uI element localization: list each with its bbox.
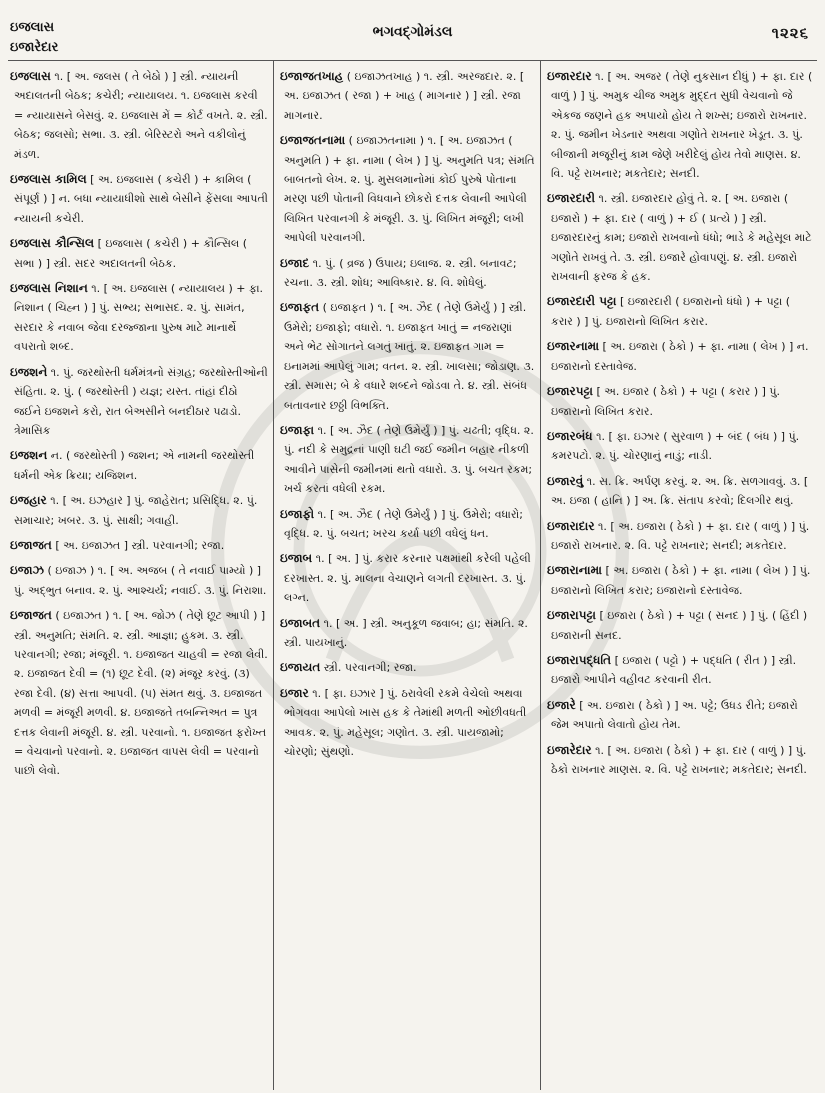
entry-definition: ( ઇજાઝત ) ૧. [ અ. જોઝ ( તેણે છૂટ આપી ) ] સ્ત્રી. અનુમતિ; સંમતિ. ૨. સ્ત્રી. આજ્ઞા; હુકમ. ૩. સ્ત્રી. પરવાનગી; રજા; મંજૂરી. ૧. ઇજાજત ચાહવી = રજા લેવી. ૨. ઇજાજત દેવી = (૧) છૂટ દેવી. (૨) મંજૂર કરવું. (૩) રજા દેવી. (૪) સત્તા આપવી. (૫) સંમત થવું. ૩. ઇજાજત મળવી = મંજૂરી મળવી. ૪. ઇજાજતે તબન્નિઅત = પુત્ર દત્તક લેવાની મંજૂરી. ૪. સ્ત્રી. પરવાનો. ૧. ઇજાજત ફરોખ્ત = વેચવાનો પરવાનો. ૨. ઇજાજત વાપસ લેવી = પરવાનો પાછો લેવો. — [14, 609, 268, 778]
entry-definition: ( ઇજાઝતનામા ) ૧. [ અ. ઇજાઝત ( અનુમતિ ) + ફા. નામા ( લેખ ) ] પું. અનુમતિ પત્ર; સંમતિ બાબતનો લેખ. ૨. પું. મુસલમાનોમાં કોઈ પુરુષે પોતાના મરણ પછી પોતાની વિધવાને છોકરો દત્તક લેવાની આપેલી લિખિત પરવાનગી કે મંજૂરી. ૩. પું. લિખિત મંજૂરી; લખી આપેલી પરવાનગી. — [284, 134, 535, 245]
entry-headword: ઇજારદારી પટ્ટા — [547, 294, 617, 309]
entry-definition: ૧. પું. ( વ્રજ ) ઉપાય; ઇલાજ. ૨. સ્ત્રી. બનાવટ; રચના. ૩. સ્ત્રી. શોધ; આવિષ્કાર. ૪. વિ. શોધેલું. — [284, 256, 517, 290]
entry-definition: ૧. [ અ. ઇજલાસ ( ન્યાયાલય ) + ફા. નિશાન ( ચિહ્ન ) ] પું. સભ્ય; સભાસદ. ૨. પું. સામંત, સરદાર કે નવાબ જેવા દરજ્જાના પુરુષ માટે માનાર્થે વપરાતો શબ્દ. — [14, 282, 264, 354]
entry-definition: ૧. [ અ. ] પું. કરાર કરનાર પક્ષમાંથી કરેલી પહેલી દરખાસ્ત. ૨. પું. માલના વેચાણને લગતી દરખાસ્ત. ૩. પું. લગ્ન. — [284, 552, 531, 605]
entry-definition: [ અ. ઇજારા ( ઠેકો ) + ફા. નામા ( લેખ ) ] પું. ઇજારાનો લિખિત કરાર; ઇજારાનો દસ્તાવેજ. — [551, 564, 811, 597]
entry-headword: ઇજારદાર — [547, 69, 592, 83]
entry-definition: ૧. [ અ. ઇજારા ( ઠેકો ) + ફા. દાર ( વાળું ) ] પું. ઇજારો રાખનાર. ૨. વિ. પટ્ટે રાખનાર; સનદી; મકતેદાર. — [551, 519, 810, 552]
dictionary-entry — [547, 337, 815, 376]
entry-headword: ઇજારવું — [547, 473, 584, 488]
entry-definition: [ ઇજારા ( પટ્ટો ) + પદ્ધતિ ( રીત ) ] સ્ત્રી. ઇજારો આપીને વહીવટ કરવાની રીત. — [551, 653, 797, 687]
entry-headword: ઇજશન — [10, 448, 48, 463]
dictionary-entry — [547, 606, 815, 645]
dictionary-entry — [547, 382, 815, 421]
entry-headword: ઇજાબ — [280, 551, 313, 566]
entry-headword: ઇજાર — [280, 685, 309, 700]
dictionary-entry — [280, 658, 535, 677]
page-number: ૧૨૨૬ — [771, 24, 809, 42]
dictionary-entry — [10, 234, 268, 273]
entry-definition: [ અ. ઇજાઝત ] સ્ત્રી. પરવાનગી; રજા. — [55, 538, 225, 552]
dictionary-entry — [547, 292, 815, 331]
dictionary-entry — [280, 549, 535, 607]
entry-definition: [ ઇજારદારી ( ઇજારાનો ધંધો ) + પટ્ટા ( કરાર ) ] પું. ઇજારાનો લિખિત કરાર. — [551, 295, 791, 328]
entry-definition: [ ઇજલાસ ( કચેરી ) + કૌન્સિલ ( સભા ) ] સ્ત્રી. સદર અદાલતની બેઠક. — [14, 237, 248, 270]
dictionary-entry — [280, 298, 535, 414]
entry-definition: ૧. [ અ. ઇજારા ( ઠેકો ) + ફા. દાર ( વાળું ) ] પું. ઠેકો રાખનાર માણસ. ૨. વિ. પટ્ટે રાખનાર; મકતેદાર; સનદી. — [551, 743, 807, 776]
dictionary-entry — [547, 427, 815, 466]
entry-definition: ૧. [ અ. જલસ ( તે બેઠો ) ] સ્ત્રી. ન્યાયની અદાલતની બેઠક; કચેરી; ન્યાયાલય. ૧. ઇજલાસ કરવી = ન્યાયાસને બેસવું. ૨. ઇજલાસ મેં = કોર્ટ વખતે. ૨. સ્ત્રી. બેઠક; જલસો; સભા. ૩. સ્ત્રી. બેરિસ્ટરો અને વકીલોનું મંડળ. — [14, 70, 268, 161]
entry-definition: ૧. [ અ. ઝૈદ ( તેણે ઉમેર્યું ) ] પું. ચઢતી; વૃદ્ધિ. ૨. પું. નદી કે સમુદ્રનાં પાણી ઘટી જઈ જમીન બહાર નીકળી આવીને પાસેની જમીનમાં થતો વધારો. ૩. પું. બચત રકમ; ખર્ચ કરતાં વધેલી રકમ. — [284, 423, 534, 496]
entry-definition: ૧. [ અ. ] સ્ત્રી. અનુકૂળ જવાબ; હા; સંમતિ. ૨. સ્ત્રી. પાયખાનું. — [284, 616, 528, 649]
entry-headword: ઇજાયત — [280, 660, 321, 675]
dictionary-entry — [280, 421, 535, 499]
dictionary-entry — [10, 170, 268, 228]
header-rule — [8, 60, 817, 61]
dictionary-entry — [547, 561, 815, 600]
dictionary-entry — [10, 491, 268, 530]
entry-headword: ઇજશને — [10, 364, 48, 379]
page-title: ભગવદ્ગોમંડલ — [372, 24, 453, 40]
entry-headword: ઇજાફા — [280, 422, 315, 437]
entry-definition: સ્ત્રી. પરવાનગી; રજા. — [323, 661, 417, 675]
dictionary-entry — [547, 696, 815, 735]
entry-headword: ઇજલાસ કૌન્સિલ — [10, 236, 95, 251]
entry-headword: ઇજલાસ કામિલ — [10, 172, 87, 187]
entry-definition: ( ઇજાફત ) ૧. [ અ. ઝૈદ ( તેણે ઉમેર્યું ) ] સ્ત્રી. ઉમેરો; ઇજાફો; વધારો. ૧. ઇજાફત ખાતું = નજરાણાં અને ભેટ સોગાતને લગતું ખાતું. ૨. ઇજાફત ગામ = ઇનામમાં આપેલું ગામ; વતન. ૨. સ્ત્રી. ખાલસા; જોડાણ. ૩. સ્ત્રી. સમાસ; બે કે વધારે શબ્દને જોડવા તે. ૪. સ્ત્રી. સંબંધ બતાવનાર છઠ્ઠી વિભક્તિ. — [284, 301, 535, 412]
column-3 — [547, 67, 815, 1087]
dictionary-entry — [10, 446, 268, 485]
entry-definition: ૧. સ. ક્રિ. અર્પણ કરવું. ૨. અ. ક્રિ. સળગાવવું. ૩. [ અ. ઇજા ( હાનિ ) ] અ. ક્રિ. સંતાપ કરવો; દિલગીર થવું. — [551, 474, 809, 508]
entry-definition: ૧. [ ફા. ઇઝાર ( સુરવાળ ) + બંદ ( બંધ ) ] પું. કમરપટો. ૨. પું. ચોરણાનું નાડું; નાડી. — [551, 429, 800, 463]
dictionary-entry — [10, 536, 268, 555]
entry-headword: ઇજાબત — [280, 615, 321, 630]
dictionary-entry — [547, 517, 815, 556]
entry-definition: ૧. પું. જરથોસ્તી ધર્મમંત્રનો સંગ્રહ; જરથોસ્તીઓની સંહિતા. ૨. પું. ( જરથોસ્તી ) યજ્ઞ; યસ્ત. તાંહાં દીઠો જઈને ઇજશને કરો, રાત બેઅસીને બનદીઠાર પઢાડો. ત્રેમાસિક — [14, 365, 268, 437]
dictionary-entry — [280, 131, 535, 247]
dictionary-entry — [280, 254, 535, 293]
entry-headword: ઇજાદ — [280, 255, 310, 270]
entry-headword: ઇજારાનામા — [547, 563, 602, 578]
entry-headword: ઇજાજત — [10, 537, 52, 552]
guide-last-word: ઇજારેદાર — [10, 40, 59, 55]
entry-headword: ઇજારબંધ — [547, 428, 593, 443]
entry-headword: ઇજાફત — [280, 300, 320, 315]
dictionary-entry — [280, 67, 535, 125]
guide-first-word: ઇજલાસ — [10, 20, 55, 35]
dictionary-entry — [280, 505, 535, 544]
entry-headword: ઇજાઝ — [10, 563, 44, 578]
entry-definition: ૧. [ ફા. ઇઝાર ] પું. ઠરાવેલી રકમે વેચેલો અથવા ભોગવવા આપેલો ખાસ હક કે તેમાંથી મળતી ઓછીવધતી આવક. ૨. પું. મહેસૂલ; ગણોત. ૩. સ્ત્રી. પાયજામો; ચોરણો; સુંથણો. — [284, 686, 527, 758]
column-1 — [10, 67, 268, 1087]
entry-definition: ન. ( જરથોસ્તી ) જશન; એ નામની જરથોસ્તી ધર્મની એક ક્રિયા; યજિશન. — [14, 449, 255, 482]
entry-headword: ઇજારે — [547, 697, 576, 712]
dictionary-entry — [10, 363, 268, 441]
entry-definition: ૧. [ અ. અજર ( તેણે નુકસાન દીધું ) + ફા. દાર ( વાળું ) ] પું. અમુક ચીજ અમુક મુદ્દત સુધી વેચવાનો જે એકજ જણને હક અપાયો હોય તે શખ્સ; ઇજારો રાખનાર. ૨. પું. જમીન ખેડનાર અથવા ગણોતે રાખનાર ખેડૂત. ૩. પું. બીજાની મજૂરીનું કામ જેણે ખરીદેલું હોય તેવો માણસ. ૪. વિ. પટ્ટે રાખનાર; મકતેદાર; સનદી. — [551, 70, 813, 181]
entry-definition: [ ઇજારા ( ઠેકો ) + પટ્ટા ( સનદ ) ] પું. ( હિંદી ) ઇજારાની સનદ. — [551, 609, 808, 642]
entry-headword: ઇજલાસ નિશાન — [10, 281, 88, 296]
entry-definition: [ અ. ઇજાર ( ઠેકો ) + પટ્ટા ( કરાર ) ] પું. ઇજારાનો લિખિત કરાર. — [551, 385, 781, 418]
dictionary-entry — [547, 67, 815, 183]
dictionary-entry — [10, 279, 268, 357]
entry-headword: ઇજારાદાર — [547, 518, 595, 533]
entry-headword: ઇજલાસ — [10, 69, 51, 83]
entry-definition: ( ઇજાઝતખાહ ) ૧. સ્ત્રી. અરજદાર. ૨. [ અ. ઇજાઝત ( રજા ) + ખાહ ( માગનાર ) ] સ્ત્રી. રજા માગનાર. — [284, 70, 525, 122]
entry-definition: ૧. [ અ. ઝૈદ ( તેણે ઉમેર્યું ) ] પું. ઉમેરો; વધારો; વૃદ્ધિ. ૨. પું. બચત; ખરચ કર્યા પછી વધેલું ધન. — [284, 507, 524, 540]
entry-definition: [ અ. ઇજારા ( ઠેકો ) + ફા. નામા ( લેખ ) ] ન. ઇજારાનો દસ્તાવેજ. — [551, 340, 809, 373]
dictionary-entry — [547, 741, 815, 780]
entry-headword: ઇજારાપદ્ધતિ — [547, 652, 612, 667]
column-divider-1 — [273, 60, 274, 1090]
entry-headword: ઇજારેદાર — [547, 742, 592, 757]
entry-headword: ઇજાફો — [280, 506, 315, 521]
entry-definition: ૧. સ્ત્રી. ઇજારદાર હોવું તે. ૨. [ અ. ઇજારા ( ઇજારો ) + ફા. દાર ( વાળું ) + ઈ ( પ્રત્યે ) ] સ્ત્રી. ઇજારદારનું કામ; ઇજારો રાખવાનો ધંધો; ભાડે કે મહેસૂલ માટે ગણોતે રાખવું તે. ૩. સ્ત્રી. ઇજારે હોવાપણું. ૪. સ્ત્રી. ઇજારો રાખવાની ફરજ કે હક. — [551, 192, 812, 284]
entry-headword: ઇજાજત — [10, 608, 52, 623]
dictionary-entry — [280, 684, 535, 762]
entry-headword: ઇજારનામા — [547, 339, 600, 354]
entry-headword: ઇજાજતનામા — [280, 133, 346, 148]
dictionary-entry — [280, 614, 535, 653]
entry-definition: [ અ. ઇજલાસ ( કચેરી ) + કામિલ ( સંપૂર્ણ ) ] ન. બધા ન્યાયાધીશો સાથે બેસીને ફેંસલા આપતી ન્યાયની કચેરી. — [14, 173, 268, 225]
entry-definition: [ અ. ઇજારા ( ઠેકો ) ] અ. પટ્ટે; ઉધડ રીતે; ઇજારો જેમ અપાતો લેવાતો હોય તેમ. — [551, 698, 798, 732]
dictionary-entry — [547, 651, 815, 690]
entry-definition: ૧. [ અ. ઇઝહાર ] પું. જાહેરાત; પ્રસિદ્ધિ. ૨. પું. સમાચાર; ખબર. ૩. પું. સાક્ષી; ગવાહી. — [14, 494, 258, 527]
dictionary-entry — [10, 67, 268, 164]
page-header — [0, 0, 825, 55]
entry-headword: ઇજારદારી — [547, 191, 596, 206]
dictionary-entry — [547, 472, 815, 511]
entry-headword: ઇજાજતખાહ — [280, 69, 344, 83]
entry-headword: ઇજહાર — [10, 493, 47, 508]
column-2 — [280, 67, 535, 1087]
entry-headword: ઇજારાપટ્ટા — [547, 608, 596, 623]
entry-definition: ( ઇજાઝ ) ૧. [ અ. અજબ ( તે નવાઈ પામ્યો ) ] પું. અદ્ભુત બનાવ. ૨. પું. આશ્ચર્ય; નવાઈ. ૩. પું. નિરાશા. — [14, 564, 267, 597]
entry-headword: ઇજારપટ્ટા — [547, 384, 593, 399]
dictionary-entry — [10, 606, 268, 781]
dictionary-entry — [10, 561, 268, 600]
column-divider-2 — [540, 60, 541, 1090]
dictionary-entry — [547, 189, 815, 286]
